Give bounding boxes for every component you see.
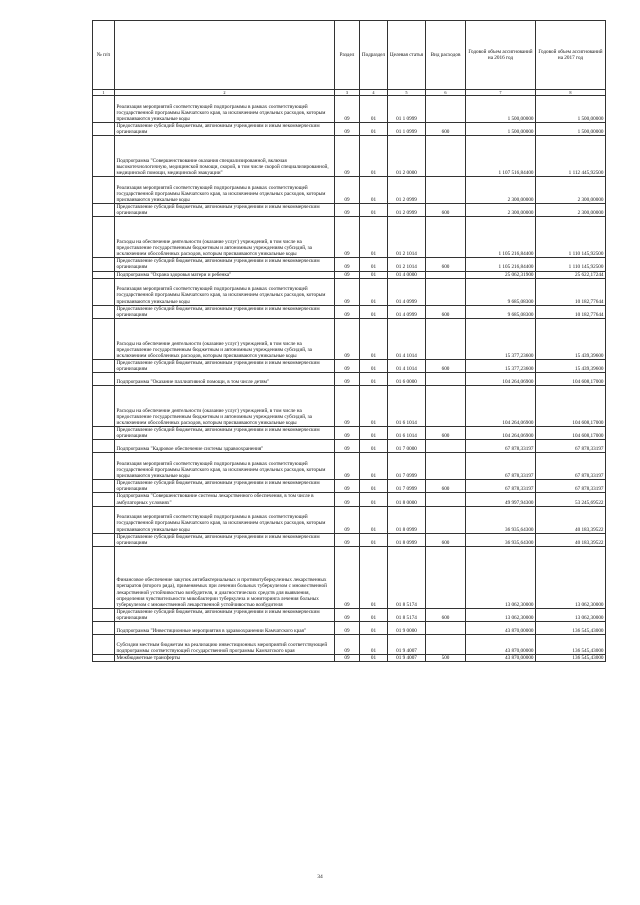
row-section-cell: 09 xyxy=(335,177,360,204)
row-section-cell: 09 xyxy=(335,654,360,661)
row-number-cell xyxy=(93,318,115,359)
row-subsection-cell: 01 xyxy=(360,204,388,217)
row-name-cell: Предоставление субсидий бюджетным, автономным учреждениям и иным некоммерческим организациям xyxy=(115,305,335,318)
row-target-article-cell: 01 2 0000 xyxy=(388,136,426,177)
row-amount-2016-cell: 13 062,30000 xyxy=(466,608,536,621)
row-amount-2016-cell: 15 377,23600 xyxy=(466,318,536,359)
row-number-cell xyxy=(93,480,115,493)
row-name-cell: Расходы на обеспечение деятельности (оказание услуг) учреждений, в том числе на предоставление государственным бюджетным и автономным учреждениям субсидий, за исключением обособленных расходов, которым присваиваются уникальные коды xyxy=(115,217,335,258)
row-target-article-cell: 01 8 5174 xyxy=(388,546,426,608)
row-amount-2017-cell: 40 183,39522 xyxy=(536,533,606,546)
table-row xyxy=(93,136,606,177)
row-section-cell: 09 xyxy=(335,373,360,386)
row-section-cell: 09 xyxy=(335,386,360,427)
row-name-cell: Подпрограмма "Кадровое обеспечение системы здравоохранения" xyxy=(115,440,335,453)
row-expense-type-cell xyxy=(426,621,466,634)
row-amount-2017-cell: 136 545,43000 xyxy=(536,621,606,634)
row-amount-2017-cell: 136 545,43000 xyxy=(536,634,606,654)
row-target-article-cell: 01 9 4007 xyxy=(388,654,426,661)
row-target-article-cell: 01 6 1014 xyxy=(388,386,426,427)
table-row xyxy=(93,480,606,493)
row-amount-2017-cell: 25 622,17244 xyxy=(536,271,606,278)
row-amount-2017-cell: 10 182,77644 xyxy=(536,278,606,305)
row-name-cell: Подпрограмма "Охрана здоровья матери и ребенка" xyxy=(115,271,335,278)
table-row xyxy=(93,373,606,386)
row-amount-2016-cell: 67 878,33197 xyxy=(466,440,536,453)
row-target-article-cell: 01 9 0000 xyxy=(388,621,426,634)
table-row xyxy=(93,204,606,217)
row-name-cell: Подпрограмма "Совершенствование оказания специализированной, включая высокотехнологичную, медицинской помощи, скорой, в том числе скорой специализированной, медицинской помощи, медицинской эвакуации" xyxy=(115,136,335,177)
row-subsection-cell: 01 xyxy=(360,217,388,258)
row-target-article-cell: 01 1 0999 xyxy=(388,96,426,123)
table-row xyxy=(93,533,606,546)
row-expense-type-cell xyxy=(426,271,466,278)
row-name-cell: Предоставление субсидий бюджетным, автономным учреждениям и иным некоммерческим организациям xyxy=(115,123,335,136)
index-cell: 1 xyxy=(93,90,115,96)
row-expense-type-cell xyxy=(426,440,466,453)
row-amount-2016-cell: 1 500,00000 xyxy=(466,123,536,136)
row-section-cell: 09 xyxy=(335,217,360,258)
row-section-cell: 09 xyxy=(335,608,360,621)
row-target-article-cell: 01 2 0999 xyxy=(388,204,426,217)
row-expense-type-cell xyxy=(426,177,466,204)
row-expense-type-cell: 600 xyxy=(426,427,466,440)
row-expense-type-cell xyxy=(426,278,466,305)
row-name-cell: Предоставление субсидий бюджетным, автономным учреждениям и иным некоммерческим организациям xyxy=(115,533,335,546)
row-section-cell: 09 xyxy=(335,136,360,177)
row-subsection-cell: 01 xyxy=(360,608,388,621)
row-name-cell: Предоставление субсидий бюджетным, автономным учреждениям и иным некоммерческим организациям xyxy=(115,359,335,372)
row-expense-type-cell xyxy=(426,217,466,258)
row-section-cell: 09 xyxy=(335,506,360,533)
row-subsection-cell: 01 xyxy=(360,621,388,634)
row-amount-2017-cell: 40 183,39522 xyxy=(536,506,606,533)
row-number-cell xyxy=(93,96,115,123)
header-name xyxy=(115,21,335,90)
row-expense-type-cell xyxy=(426,634,466,654)
row-target-article-cell: 01 6 1014 xyxy=(388,427,426,440)
index-cell: 6 xyxy=(426,90,466,96)
row-section-cell: 09 xyxy=(335,480,360,493)
table-row xyxy=(93,427,606,440)
row-name-cell: Реализация мероприятий соответствующей подпрограммы в рамках соответствующей государственной программы Камчатского края, за исключением отдельных расходов, которым присваиваются уникальные коды xyxy=(115,453,335,480)
row-expense-type-cell: 600 xyxy=(426,123,466,136)
row-amount-2017-cell: 1 112 445,92500 xyxy=(536,136,606,177)
row-name-cell: Предоставление субсидий бюджетным, автономным учреждениям и иным некоммерческим организациям xyxy=(115,258,335,271)
header-subsection: Подраздел xyxy=(360,21,388,90)
row-amount-2017-cell: 13 062,30000 xyxy=(536,608,606,621)
row-section-cell: 09 xyxy=(335,546,360,608)
row-subsection-cell: 01 xyxy=(360,177,388,204)
row-amount-2016-cell: 104 264,06900 xyxy=(466,386,536,427)
table-row xyxy=(93,506,606,533)
row-amount-2016-cell: 36 935,64300 xyxy=(466,506,536,533)
row-section-cell: 09 xyxy=(335,427,360,440)
row-amount-2016-cell: 13 062,30000 xyxy=(466,546,536,608)
row-amount-2017-cell: 67 878,33197 xyxy=(536,453,606,480)
row-expense-type-cell xyxy=(426,318,466,359)
row-subsection-cell: 01 xyxy=(360,123,388,136)
row-amount-2016-cell: 9 685,08300 xyxy=(466,305,536,318)
row-name-cell: Реализация мероприятий соответствующей подпрограммы в рамках соответствующей государственной программы Камчатского края, за исключением отдельных расходов, которым присваиваются уникальные коды xyxy=(115,96,335,123)
row-expense-type-cell: 500 xyxy=(426,654,466,661)
table-row xyxy=(93,359,606,372)
row-target-article-cell: 01 9 4007 xyxy=(388,634,426,654)
row-target-article-cell: 01 4 1014 xyxy=(388,318,426,359)
row-amount-2017-cell: 104 608,17000 xyxy=(536,427,606,440)
table-row xyxy=(93,608,606,621)
row-subsection-cell: 01 xyxy=(360,96,388,123)
row-name-cell: Расходы на обеспечение деятельности (оказание услуг) учреждений, в том числе на предоставление государственным бюджетным и автономным учреждениям субсидий, за исключением обособленных расходов, которым присваиваются уникальные коды xyxy=(115,318,335,359)
row-expense-type-cell: 600 xyxy=(426,204,466,217)
row-number-cell xyxy=(93,278,115,305)
row-name-cell: Реализация мероприятий соответствующей подпрограммы в рамках соответствующей государственной программы Камчатского края, за исключением отдельных расходов, которым присваиваются уникальные коды xyxy=(115,177,335,204)
row-amount-2017-cell: 15 439,39600 xyxy=(536,359,606,372)
row-number-cell xyxy=(93,608,115,621)
row-target-article-cell: 01 8 0999 xyxy=(388,506,426,533)
row-amount-2017-cell: 1 500,00000 xyxy=(536,96,606,123)
row-name-cell: Субсидии местным бюджетам на реализацию инвестиционных мероприятий соответствующей подпрограммы соответствующей государственной программы Камчатского края xyxy=(115,634,335,654)
row-name-cell: Реализация мероприятий соответствующей подпрограммы в рамках соответствующей государственной программы Камчатского края, за исключением отдельных расходов, которым присваиваются уникальные коды xyxy=(115,506,335,533)
header-amount-2017: Годовой объем ассигнований на 2017 год xyxy=(536,21,606,90)
row-subsection-cell: 01 xyxy=(360,654,388,661)
row-subsection-cell: 01 xyxy=(360,271,388,278)
header-amount-2016: Годовой объем ассигнований на 2016 год xyxy=(466,21,536,90)
row-subsection-cell: 01 xyxy=(360,373,388,386)
row-name-cell: Предоставление субсидий бюджетным, автономным учреждениям и иным некоммерческим организациям xyxy=(115,480,335,493)
row-number-cell xyxy=(93,373,115,386)
index-cell: 4 xyxy=(360,90,388,96)
row-amount-2016-cell: 104 264,06900 xyxy=(466,373,536,386)
row-number-cell xyxy=(93,440,115,453)
table-row xyxy=(93,440,606,453)
row-amount-2017-cell: 67 878,33197 xyxy=(536,440,606,453)
row-name-cell: Предоставление субсидий бюджетным, автономным учреждениям и иным некоммерческим организациям xyxy=(115,204,335,217)
row-name-cell: Реализация мероприятий соответствующей подпрограммы в рамках соответствующей государственной программы Камчатского края, за исключением отдельных расходов, которым присваиваются уникальные коды xyxy=(115,278,335,305)
row-amount-2017-cell: 136 545,43000 xyxy=(536,654,606,661)
row-subsection-cell: 01 xyxy=(360,634,388,654)
row-amount-2016-cell: 15 377,23600 xyxy=(466,359,536,372)
row-expense-type-cell xyxy=(426,386,466,427)
row-name-cell: Финансовое обеспечение закупок антибактериальных и противотуберкулезных лекарственных препаратов (второго ряда), применяемых при лечении больных туберкулезом с множественной лекарственной устойчивостью возбудителя, и диагностических средств для выявления, определения чувствительности микобактерии туберкулеза и мониторинга лечения больных туберкулезом с множественной лекарственной устойчивостью возбудителя xyxy=(115,546,335,608)
row-amount-2016-cell: 25 062,31900 xyxy=(466,271,536,278)
row-number-cell xyxy=(93,386,115,427)
row-subsection-cell: 01 xyxy=(360,386,388,427)
row-expense-type-cell xyxy=(426,453,466,480)
row-subsection-cell: 01 xyxy=(360,359,388,372)
table-row xyxy=(93,305,606,318)
row-target-article-cell: 01 4 1014 xyxy=(388,359,426,372)
row-number-cell xyxy=(93,359,115,372)
header-expense-type: Вид расходов xyxy=(426,21,466,90)
row-section-cell: 09 xyxy=(335,204,360,217)
row-target-article-cell: 01 4 0999 xyxy=(388,278,426,305)
row-number-cell xyxy=(93,305,115,318)
row-amount-2016-cell: 36 935,64300 xyxy=(466,533,536,546)
row-section-cell: 09 xyxy=(335,96,360,123)
row-subsection-cell: 01 xyxy=(360,506,388,533)
row-target-article-cell: 01 7 0000 xyxy=(388,440,426,453)
table-row xyxy=(93,546,606,608)
row-target-article-cell: 01 2 1014 xyxy=(388,217,426,258)
row-number-cell xyxy=(93,427,115,440)
row-subsection-cell: 01 xyxy=(360,278,388,305)
row-subsection-cell: 01 xyxy=(360,305,388,318)
row-number-cell xyxy=(93,177,115,204)
row-number-cell xyxy=(93,634,115,654)
index-cell: 8 xyxy=(536,90,606,96)
row-amount-2017-cell: 53 245,69522 xyxy=(536,493,606,506)
table-row xyxy=(93,123,606,136)
row-subsection-cell: 01 xyxy=(360,453,388,480)
row-number-cell xyxy=(93,546,115,608)
row-target-article-cell: 01 8 0999 xyxy=(388,533,426,546)
row-subsection-cell: 01 xyxy=(360,546,388,608)
row-subsection-cell: 01 xyxy=(360,533,388,546)
row-amount-2017-cell: 67 878,33197 xyxy=(536,480,606,493)
table-row xyxy=(93,621,606,634)
row-expense-type-cell: 600 xyxy=(426,608,466,621)
table-row xyxy=(93,493,606,506)
row-subsection-cell: 01 xyxy=(360,493,388,506)
table-row xyxy=(93,318,606,359)
row-name-cell: Предоставление субсидий бюджетным, автономным учреждениям и иным некоммерческим организациям xyxy=(115,427,335,440)
row-target-article-cell: 01 2 0999 xyxy=(388,177,426,204)
row-subsection-cell: 01 xyxy=(360,480,388,493)
row-number-cell xyxy=(93,217,115,258)
row-section-cell: 09 xyxy=(335,271,360,278)
row-amount-2017-cell: 10 182,77644 xyxy=(536,305,606,318)
row-section-cell: 09 xyxy=(335,634,360,654)
row-expense-type-cell xyxy=(426,493,466,506)
budget-table xyxy=(92,20,606,662)
row-amount-2016-cell: 104 264,06900 xyxy=(466,427,536,440)
table-row xyxy=(93,654,606,661)
row-amount-2017-cell: 1 110 145,92500 xyxy=(536,258,606,271)
table-row xyxy=(93,634,606,654)
table-row xyxy=(93,258,606,271)
row-target-article-cell: 01 1 0999 xyxy=(388,123,426,136)
row-expense-type-cell: 600 xyxy=(426,480,466,493)
row-amount-2016-cell: 67 878,33197 xyxy=(466,453,536,480)
index-cell: 3 xyxy=(335,90,360,96)
row-amount-2017-cell: 104 608,17000 xyxy=(536,373,606,386)
row-expense-type-cell: 600 xyxy=(426,258,466,271)
row-section-cell: 09 xyxy=(335,258,360,271)
row-amount-2016-cell: 1 500,00000 xyxy=(466,96,536,123)
row-subsection-cell: 01 xyxy=(360,427,388,440)
row-expense-type-cell: 600 xyxy=(426,305,466,318)
row-amount-2016-cell: 43 870,00000 xyxy=(466,621,536,634)
row-number-cell xyxy=(93,123,115,136)
row-amount-2016-cell: 1 105 216,84400 xyxy=(466,258,536,271)
row-number-cell xyxy=(93,506,115,533)
row-target-article-cell: 01 7 0999 xyxy=(388,453,426,480)
row-target-article-cell: 01 2 1014 xyxy=(388,258,426,271)
row-name-cell: Межбюджетные трансферты xyxy=(115,654,335,661)
row-amount-2016-cell: 1 105 216,84400 xyxy=(466,217,536,258)
index-cell: 5 xyxy=(388,90,426,96)
row-section-cell: 09 xyxy=(335,621,360,634)
row-amount-2016-cell: 67 878,33197 xyxy=(466,480,536,493)
row-subsection-cell: 01 xyxy=(360,136,388,177)
row-section-cell: 09 xyxy=(335,305,360,318)
row-amount-2017-cell: 2 300,00000 xyxy=(536,204,606,217)
row-number-cell xyxy=(93,493,115,506)
row-target-article-cell: 01 4 0000 xyxy=(388,271,426,278)
row-amount-2017-cell: 1 500,00000 xyxy=(536,123,606,136)
row-expense-type-cell xyxy=(426,96,466,123)
row-section-cell: 09 xyxy=(335,440,360,453)
table-row xyxy=(93,278,606,305)
table-row xyxy=(93,96,606,123)
row-expense-type-cell xyxy=(426,506,466,533)
row-target-article-cell: 01 8 5174 xyxy=(388,608,426,621)
table-row xyxy=(93,386,606,427)
row-amount-2017-cell: 1 110 145,92500 xyxy=(536,217,606,258)
row-target-article-cell: 01 8 0000 xyxy=(388,493,426,506)
row-expense-type-cell xyxy=(426,546,466,608)
row-amount-2016-cell: 43 870,00000 xyxy=(466,634,536,654)
row-section-cell: 09 xyxy=(335,359,360,372)
row-name-cell: Подпрограмма "Инвестиционные мероприятия в здравоохранении Камчатского края" xyxy=(115,621,335,634)
row-amount-2017-cell: 2 300,00000 xyxy=(536,177,606,204)
row-subsection-cell: 01 xyxy=(360,440,388,453)
row-expense-type-cell: 600 xyxy=(426,533,466,546)
row-target-article-cell: 01 6 0000 xyxy=(388,373,426,386)
page-number: 34 xyxy=(317,874,323,880)
row-subsection-cell: 01 xyxy=(360,258,388,271)
row-number-cell xyxy=(93,136,115,177)
row-section-cell: 09 xyxy=(335,123,360,136)
row-number-cell xyxy=(93,258,115,271)
index-cell: 2 xyxy=(115,90,335,96)
table-row xyxy=(93,271,606,278)
row-amount-2016-cell: 43 870,00000 xyxy=(466,654,536,661)
row-subsection-cell: 01 xyxy=(360,318,388,359)
row-amount-2016-cell: 2 300,00000 xyxy=(466,177,536,204)
row-name-cell: Расходы на обеспечение деятельности (оказание услуг) учреждений, в том числе на предоставление государственным бюджетным и автономным учреждениям субсидий, за исключением обособленных расходов, которым присваиваются уникальные коды xyxy=(115,386,335,427)
row-number-cell xyxy=(93,453,115,480)
row-name-cell: Предоставление субсидий бюджетным, автономным учреждениям и иным некоммерческим организациям xyxy=(115,608,335,621)
row-number-cell xyxy=(93,621,115,634)
row-target-article-cell: 01 4 0999 xyxy=(388,305,426,318)
row-amount-2016-cell: 9 685,08300 xyxy=(466,278,536,305)
row-expense-type-cell xyxy=(426,136,466,177)
index-cell: 7 xyxy=(466,90,536,96)
row-expense-type-cell: 600 xyxy=(426,359,466,372)
header-num: № п/п xyxy=(93,21,115,90)
row-number-cell xyxy=(93,654,115,661)
row-section-cell: 09 xyxy=(335,533,360,546)
row-amount-2016-cell: 2 300,00000 xyxy=(466,204,536,217)
header-section: Раздел xyxy=(335,21,360,90)
row-number-cell xyxy=(93,271,115,278)
row-section-cell: 09 xyxy=(335,453,360,480)
table-row xyxy=(93,217,606,258)
table-header-row xyxy=(93,21,606,90)
header-target-article: Целевая статья xyxy=(388,21,426,90)
row-section-cell: 09 xyxy=(335,318,360,359)
row-amount-2017-cell: 104 608,17000 xyxy=(536,386,606,427)
row-amount-2017-cell: 15 439,39600 xyxy=(536,318,606,359)
row-name-cell: Подпрограмма "Совершенствование системы лекарственного обеспечения, в том числе в амбулаторных условиях" xyxy=(115,493,335,506)
row-amount-2016-cell: 1 107 516,84400 xyxy=(466,136,536,177)
row-expense-type-cell xyxy=(426,373,466,386)
row-section-cell: 09 xyxy=(335,278,360,305)
row-number-cell xyxy=(93,533,115,546)
row-number-cell xyxy=(93,204,115,217)
row-target-article-cell: 01 7 0999 xyxy=(388,480,426,493)
row-section-cell: 09 xyxy=(335,493,360,506)
table-row xyxy=(93,177,606,204)
row-amount-2017-cell: 13 062,30000 xyxy=(536,546,606,608)
row-amount-2016-cell: 49 997,94300 xyxy=(466,493,536,506)
table-row xyxy=(93,453,606,480)
row-name-cell: Подпрограмма "Оказание паллиативной помощи, в том числе детям" xyxy=(115,373,335,386)
